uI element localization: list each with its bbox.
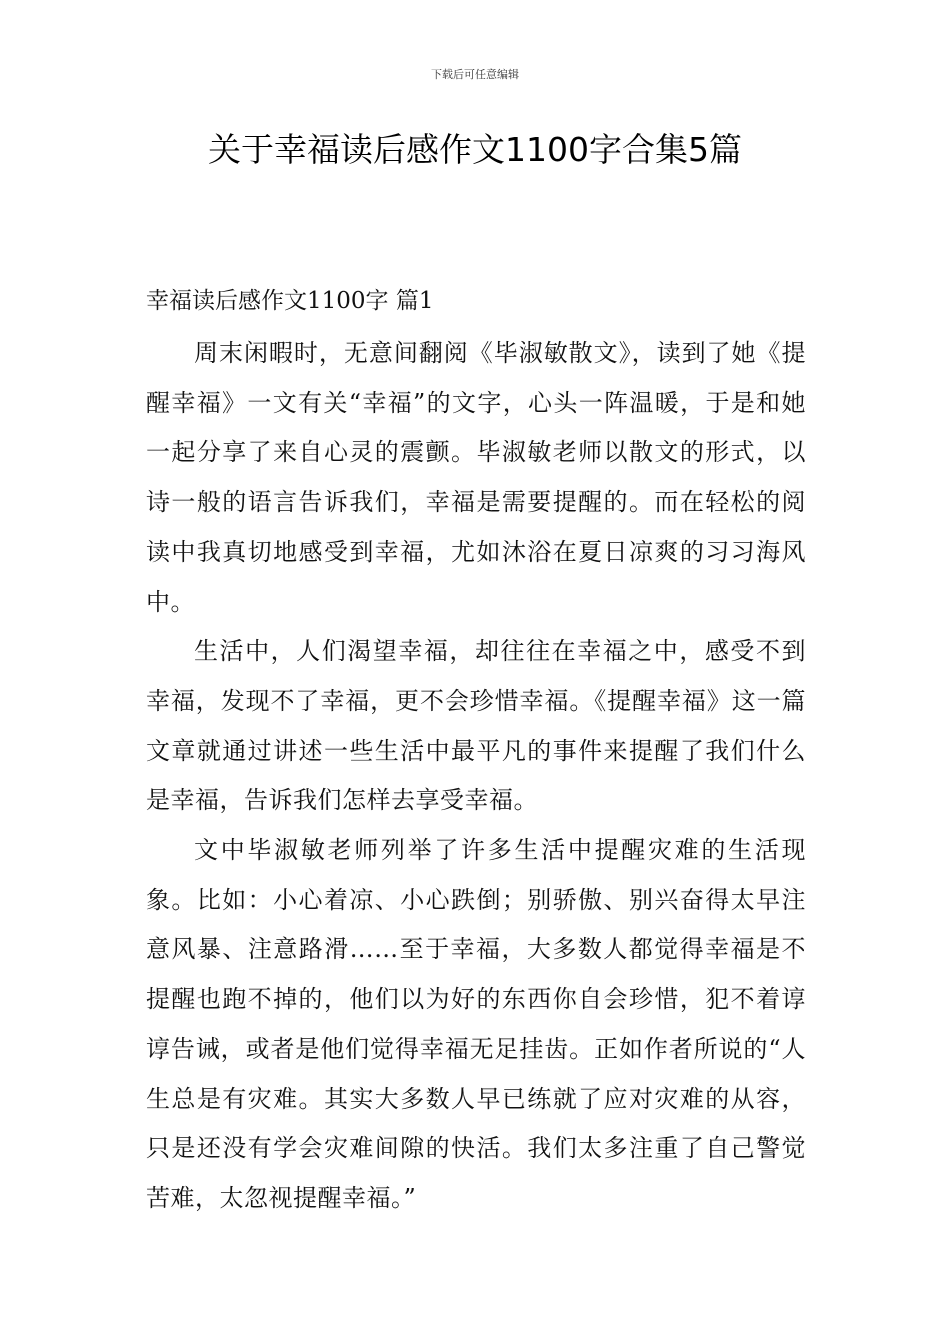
body-text <box>146 329 806 1224</box>
paragraph-2: 生活中，人们渴望幸福，却往往在幸福之中，感受不到幸福，发现不了幸福，更不会珍惜幸福。《提醒幸福》这一篇文章就通过讲述一些生活中最平凡的事件来提醒了我们什么是幸福，告诉我们怎样去享受幸福。 <box>146 637 806 815</box>
paragraph-1: 周末闲暇时，无意间翻阅《毕淑敏散文》，读到了她《提醒幸福》一文有关“幸福”的文字，心头一阵温暖，于是和她一起分享了来自心灵的震颤。毕淑敏老师以散文的形式，以诗一般的语言告诉我们，幸福是需要提醒的。而在轻松的阅读中我真切地感受到幸福，尤如沐浴在夏日凉爽的习习海风中。 <box>146 339 806 616</box>
document-title: 关于幸福读后感作文1100字合集5篇 <box>208 130 742 169</box>
paragraph-3: 文中毕淑敏老师列举了许多生活中提醒灾难的生活现象。比如：小心着凉、小心跌倒；别骄傲、别兴奋得太早注意风暴、注意路滑……至于幸福，大多数人都觉得幸福是不提醒也跑不掉的，他们以为好的东西你自会珍惜，犯不着谆谆告诫，或者是他们觉得幸福无足挂齿。正如作者所说的“人生总是有灾难。其实大多数人早已练就了应对灾难的从容，只是还没有学会灾难间隙的快活。我们太多注重了自己警觉苦难，太忽视提醒幸福。” <box>146 836 806 1212</box>
section-title: 幸福读后感作文1100字 篇1 <box>146 288 434 314</box>
header-note: 下载后可任意编辑 <box>431 68 519 81</box>
